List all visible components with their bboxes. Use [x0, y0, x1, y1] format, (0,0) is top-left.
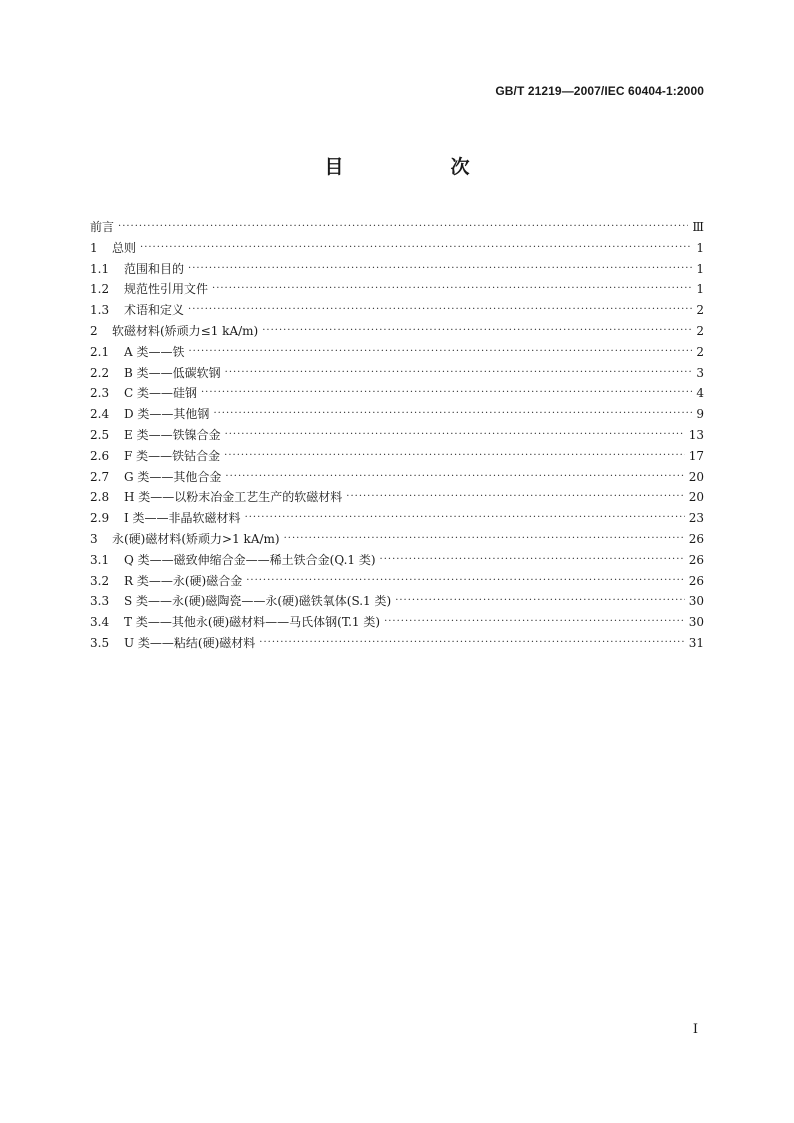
toc-leader-dots [225, 467, 684, 488]
toc-entry-number: 2.9 [90, 511, 110, 526]
toc-leader-dots [140, 238, 692, 259]
toc-leader-dots [284, 529, 685, 550]
toc-entry-page: 2 [696, 303, 704, 318]
toc-entry-title: I 类——非晶软磁材料 [124, 511, 241, 526]
toc-leader-dots [212, 279, 692, 300]
toc-leader-dots [188, 342, 692, 363]
toc-entry-title: G 类——其他合金 [124, 469, 222, 484]
toc-entry-page: 9 [696, 407, 704, 422]
toc-entry[interactable] [90, 259, 704, 280]
table-of-contents [90, 217, 704, 654]
toc-entry-page: 31 [688, 635, 704, 650]
toc-entry-number: 2 [90, 323, 98, 338]
toc-leader-dots [201, 383, 692, 404]
toc-entry-title: H 类——以粉末冶金工艺生产的软磁材料 [124, 490, 343, 505]
toc-entry-page: 30 [688, 615, 704, 630]
toc-entry[interactable] [90, 508, 704, 529]
toc-entry-page: 2 [696, 323, 704, 338]
toc-entry-title: B 类——低碳软钢 [124, 365, 221, 380]
toc-entry[interactable] [90, 404, 704, 425]
toc-leader-dots [224, 446, 685, 467]
toc-entry[interactable] [90, 446, 704, 467]
toc-entry-title: 范围和目的 [124, 261, 185, 276]
toc-entry[interactable] [90, 342, 704, 363]
toc-entry-title: E 类——铁镍合金 [124, 427, 221, 442]
toc-entry-number: 1.1 [90, 261, 110, 276]
toc-entry[interactable] [90, 217, 704, 238]
toc-entry-number: 3.4 [90, 615, 110, 630]
toc-leader-dots [384, 612, 685, 633]
toc-leader-dots [118, 217, 688, 238]
toc-entry[interactable] [90, 571, 704, 592]
toc-entry-page: 23 [688, 511, 704, 526]
toc-entry-number: 3.3 [90, 594, 110, 609]
toc-entry-number: 2.2 [90, 365, 110, 380]
toc-leader-dots [246, 571, 685, 592]
toc-entry-page: 1 [696, 261, 704, 276]
toc-leader-dots [346, 487, 684, 508]
toc-entry[interactable] [90, 279, 704, 300]
toc-entry-page: 1 [696, 282, 704, 297]
toc-leader-dots [225, 363, 692, 384]
toc-entry-title: T 类——其他永(硬)磁材料——马氏体钢(T.1 类) [124, 615, 381, 630]
toc-entry[interactable] [90, 467, 704, 488]
toc-entry-title: C 类——硅钢 [124, 386, 197, 401]
toc-entry-title: A 类——铁 [124, 344, 185, 359]
toc-entry-number: 2.4 [90, 407, 110, 422]
toc-entry-page: 26 [688, 573, 704, 588]
toc-leader-dots [213, 404, 692, 425]
toc-entry-number: 3.1 [90, 552, 110, 567]
toc-entry-title: D 类——其他钢 [124, 407, 210, 422]
toc-entry-number: 2.1 [90, 344, 110, 359]
toc-entry-title: 软磁材料(矫顽力≤1 kA/m) [112, 323, 259, 338]
toc-entry-number: 2.5 [90, 427, 110, 442]
toc-entry-title: 前言 [90, 220, 115, 234]
toc-entry-number: 1.2 [90, 282, 110, 297]
toc-entry[interactable] [90, 300, 704, 321]
toc-entry-page: 3 [696, 365, 704, 380]
toc-entry[interactable] [90, 487, 704, 508]
toc-entry-title: S 类——永(硬)磁陶瓷——永(硬)磁铁氧体(S.1 类) [124, 594, 392, 609]
toc-entry[interactable] [90, 612, 704, 633]
toc-entry[interactable] [90, 321, 704, 342]
toc-leader-dots [188, 300, 692, 321]
toc-entry-page: 4 [696, 386, 704, 401]
toc-entry-number: 2.3 [90, 386, 110, 401]
toc-entry[interactable] [90, 633, 704, 654]
toc-entry-title: Q 类——磁致伸缩合金——稀土铁合金(Q.1 类) [124, 552, 376, 567]
standard-code: GB/T 21219—2007/IEC 60404-1:2000 [495, 84, 704, 98]
toc-entry-page: 20 [688, 469, 704, 484]
toc-entry-number: 2.8 [90, 490, 110, 505]
toc-leader-dots [245, 508, 685, 529]
toc-entry-number: 1 [90, 240, 98, 255]
toc-entry-number: 3.5 [90, 635, 110, 650]
toc-entry-title: 永(硬)磁材料(矫顽力>1 kA/m) [112, 531, 280, 546]
toc-entry-title: 总则 [112, 240, 137, 255]
toc-leader-dots [188, 259, 692, 280]
toc-entry[interactable] [90, 425, 704, 446]
toc-entry-page: 26 [688, 552, 704, 567]
toc-entry-title: R 类——永(硬)磁合金 [124, 573, 243, 588]
toc-entry-page: 30 [688, 594, 704, 609]
toc-entry-page: 2 [696, 344, 704, 359]
toc-entry[interactable] [90, 550, 704, 571]
toc-entry-page: 20 [688, 490, 704, 505]
toc-leader-dots [262, 321, 692, 342]
toc-entry[interactable] [90, 591, 704, 612]
toc-entry[interactable] [90, 238, 704, 259]
toc-entry-number: 2.7 [90, 469, 110, 484]
toc-entry-title: 规范性引用文件 [124, 282, 209, 297]
toc-entry-title: U 类——粘结(硬)磁材料 [124, 635, 256, 650]
toc-entry[interactable] [90, 363, 704, 384]
toc-entry-page: 26 [688, 531, 704, 546]
toc-entry-page: 17 [688, 448, 704, 463]
toc-entry-title: F 类——铁钴合金 [124, 448, 221, 463]
toc-leader-dots [259, 633, 684, 654]
toc-entry[interactable] [90, 529, 704, 550]
toc-entry-title: 术语和定义 [124, 303, 185, 318]
toc-entry-number: 1.3 [90, 303, 110, 318]
toc-leader-dots [380, 550, 685, 571]
toc-entry[interactable] [90, 383, 704, 404]
toc-entry-page: 1 [696, 240, 704, 255]
toc-entry-page: 13 [688, 427, 704, 442]
toc-leader-dots [225, 425, 685, 446]
toc-entry-number: 3 [90, 531, 98, 546]
page-number: Ⅰ [692, 1022, 698, 1037]
page-title: 目 次 [324, 156, 514, 178]
toc-entry-number: 2.6 [90, 448, 110, 463]
toc-entry-page: Ⅲ [692, 220, 704, 234]
toc-entry-number: 3.2 [90, 573, 110, 588]
toc-leader-dots [395, 591, 685, 612]
